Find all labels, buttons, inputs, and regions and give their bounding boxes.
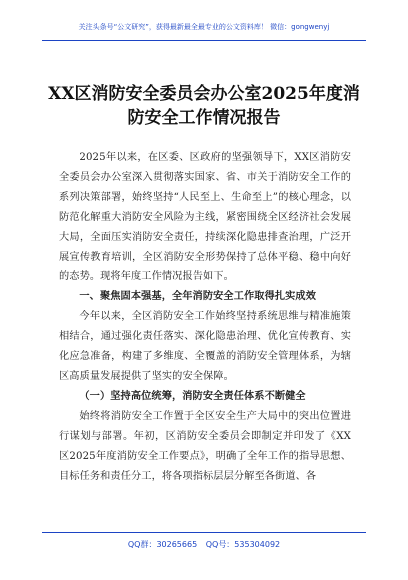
subsection-paragraph: 始终将消防安全工作置于全区安全生产大局中的突出位置进行谋划与部署。年初，区消防安全委员会即制定并印发了《XX区2025年度消防安全工作要点》，明确了全年工作的指导思想、目标任务和责任分工，将各项指标层层分解至各街道、各 — [59, 410, 351, 482]
header-divider — [42, 40, 366, 41]
header-promo-text: 关注头条号“公文研究”，获得最新最全最专业的公文资料库！ 微信：gongwenyj — [78, 23, 330, 31]
subsection-heading: （一）坚持高位统筹，消防安全责任体系不断健全 — [79, 389, 306, 402]
page-header — [0, 0, 408, 58]
document-body — [59, 148, 351, 486]
qq-number-text: QQ号：535304092 — [205, 540, 281, 549]
footer-divider — [42, 532, 366, 533]
intro-paragraph: 2025年以来，在区委、区政府的坚强领导下，XX区消防安全委员会办公室深入贯彻落实国家、省、市关于消防安全工作的系列决策部署，始终坚持“人民至上、生命至上”的核心理念，以防范化解重大消防安全风险为主线，紧密围绕全区经济社会发展大局，全面压实消防安全责任，持续深化隐患排查治理，广泛开展宣传教育培训，全区消防安全形势保持了总体平稳、稳中向好的态势。现将年度工作情况报告如下。 — [59, 152, 351, 283]
qq-group-text: QQ群：30265665 — [127, 540, 198, 549]
page-footer — [0, 522, 408, 580]
section-heading: 一、聚焦固本强基，全年消防安全工作取得扎实成效 — [79, 290, 317, 303]
footer-contact — [0, 539, 408, 550]
section-paragraph: 今年以来，全区消防安全工作始终坚持系统思维与精准施策相结合，通过强化责任落实、深化隐患治理、优化宣传教育、实化应急准备，构建了多维度、全覆盖的消防安全管理体系，为辖区高质量发展提供了坚实的安全保障。 — [59, 311, 351, 382]
document-title: XX区消防安全委员会办公室2025年度消防安全工作情况报告 — [48, 84, 360, 128]
